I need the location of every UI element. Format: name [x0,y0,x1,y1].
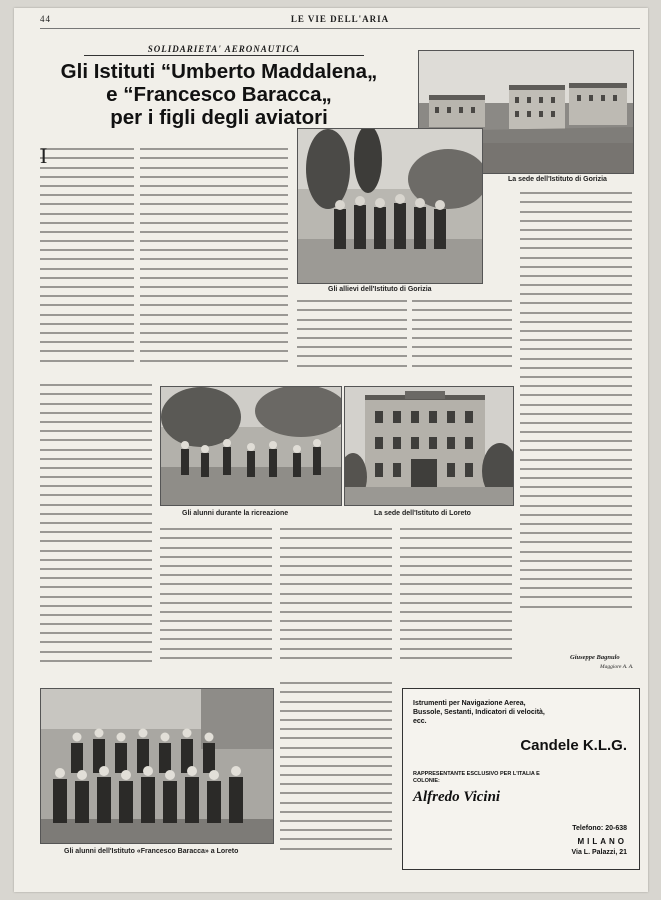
ad-exclusive-note: RAPPRESENTANTE ESCLUSIVO PER L'ITALIA E COLONIE: [413,771,540,784]
drop-cap: I [40,146,48,168]
article-column-9 [400,526,512,676]
article-column-10 [280,680,392,870]
author-rank: Maggiore A. A. [600,664,634,670]
advertisement-box [402,688,640,870]
magazine-title: LE VIE DELL'ARIA [290,14,390,24]
article-column-6 [40,382,152,680]
photo-gorizia-pupils [297,128,483,284]
photo-loreto-building [344,386,514,506]
ad-agent-name: Alfredo Vicini [413,789,501,805]
ad-city: MILANO [577,837,627,846]
article-column-2 [140,146,288,376]
title-line-2: e “Francesco Baracca„ [106,83,332,106]
page-number: 44 [40,14,51,24]
article-column-8 [280,526,392,676]
author-signature: Giuseppe Bagnulo [570,654,620,661]
title-line-1: Gli Istituti “Umberto Maddalena„ [60,60,378,83]
article-title [34,60,404,129]
running-header [40,12,640,29]
ad-phone: Telefono: 20-638 [572,825,627,832]
caption-recreation: Gli alunni durante la ricreazione [182,510,289,517]
article-column-1 [40,146,134,376]
photo-recreation [160,386,342,506]
article-column-4 [412,298,512,380]
caption-gorizia-building: La sede dell'Istituto di Gorizia [508,176,607,183]
caption-gorizia-pupils: Gli allievi dell'Istituto di Gorizia [328,286,432,293]
article-column-7 [160,526,272,676]
magazine-page [14,8,648,892]
caption-loreto-building: La sede dell'Istituto di Loreto [374,510,471,517]
article-column-3 [297,298,407,380]
ad-address: Via L. Palazzi, 21 [571,849,627,856]
article-column-5 [520,190,632,650]
title-line-3: per i figli degli aviatori [110,106,328,129]
ad-products: Istrumenti per Navigazione Aerea, Bussole, Sestanti, Indicatori di velocità, ecc. [413,700,545,725]
photo-loreto-pupils [40,688,274,844]
ad-brand: Candele K.L.G. [520,737,627,754]
caption-loreto-pupils: Gli alunni dell'Istituto «Francesco Baracca» a Loreto [64,848,239,855]
section-heading: SOLIDARIETA' AERONAUTICA [84,44,364,56]
